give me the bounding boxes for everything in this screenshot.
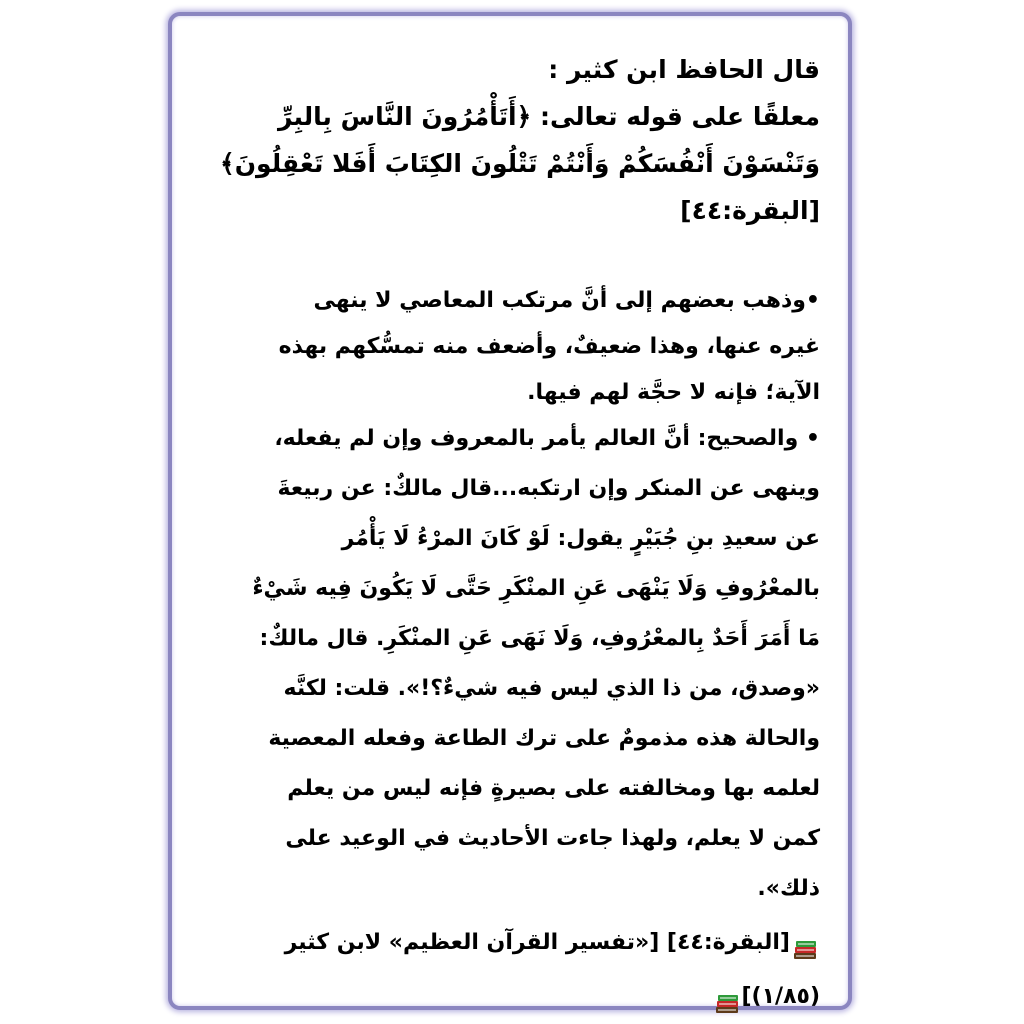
paragraph-spacer: [220, 234, 820, 278]
books-stack-icon: [714, 986, 740, 1008]
books-stack-icon: [792, 932, 818, 954]
body-line: الآية؛ فإنه لا حجَّة لهم فيها.: [527, 380, 820, 405]
quote-card: [168, 12, 852, 1010]
body-line: عن سعيدِ بنِ جُبَيْرٍ يقول: لَوْ كَانَ المرْءُ لَا يَأْمُر: [341, 526, 820, 551]
quote-text: [220, 46, 820, 1020]
body-line: •وذهب بعضهم إلى أنَّ مرتكب المعاصي لا ينهى: [313, 288, 820, 313]
body-line: وينهى عن المنكر وإن ارتكبه...قال مالكٌ: عن ربيعةَ: [277, 476, 820, 501]
body-line: لعلمه بها ومخالفته على بصيرةٍ فإنه ليس من يعلم: [287, 776, 820, 801]
verse-reference: [البقرة:٤٤]: [680, 196, 820, 225]
body-line: ذلك».: [757, 876, 820, 901]
author-heading: قال الحافظ ابن كثير :: [548, 55, 820, 84]
body-line: كمن لا يعلم، ولهذا جاءت الأحاديث في الوعيد على: [285, 826, 820, 851]
body-line: بالمعْرُوفِ وَلَا يَنْهَى عَنِ المنْكَرِ حَتَّى لَا يَكُونَ فِيه شَيْءٌ: [252, 576, 820, 601]
citation-line: [220, 920, 820, 966]
citation-page: (١/٨٥)]: [741, 984, 820, 1009]
citation-page-line: [220, 974, 820, 1020]
body-line: • والصحيح: أنَّ العالم يأمر بالمعروف وإن لم يفعله،: [274, 426, 820, 451]
body-line: والحالة هذه مذمومٌ على ترك الطاعة وفعله المعصية: [268, 726, 820, 751]
verse-intro-line: معلقًا على قوله تعالى: ﴿أَتَأْمُرُونَ النَّاسَ بِالبِرِّ: [278, 102, 820, 131]
body-line: «وصدق، من ذا الذي ليس فيه شيءٌ؟!». قلت: لكنَّه: [283, 676, 820, 701]
body-line: غيره عنها، وهذا ضعيفٌ، وأضعف منه تمسُّكهم بهذه: [278, 334, 820, 359]
verse-line: وَتَنْسَوْنَ أَنْفُسَكُمْ وَأَنْتُمْ تَتْلُونَ الكِتَابَ أَفَلا تَعْقِلُونَ﴾: [220, 149, 820, 178]
citation-text: [البقرة:٤٤] [«تفسير القرآن العظيم» لابن كثير: [284, 930, 790, 955]
body-line: مَا أَمَرَ أَحَدٌ بِالمعْرُوفِ، وَلَا نَهَى عَنِ المنْكَرِ. قال مالكٌ:: [259, 626, 820, 651]
